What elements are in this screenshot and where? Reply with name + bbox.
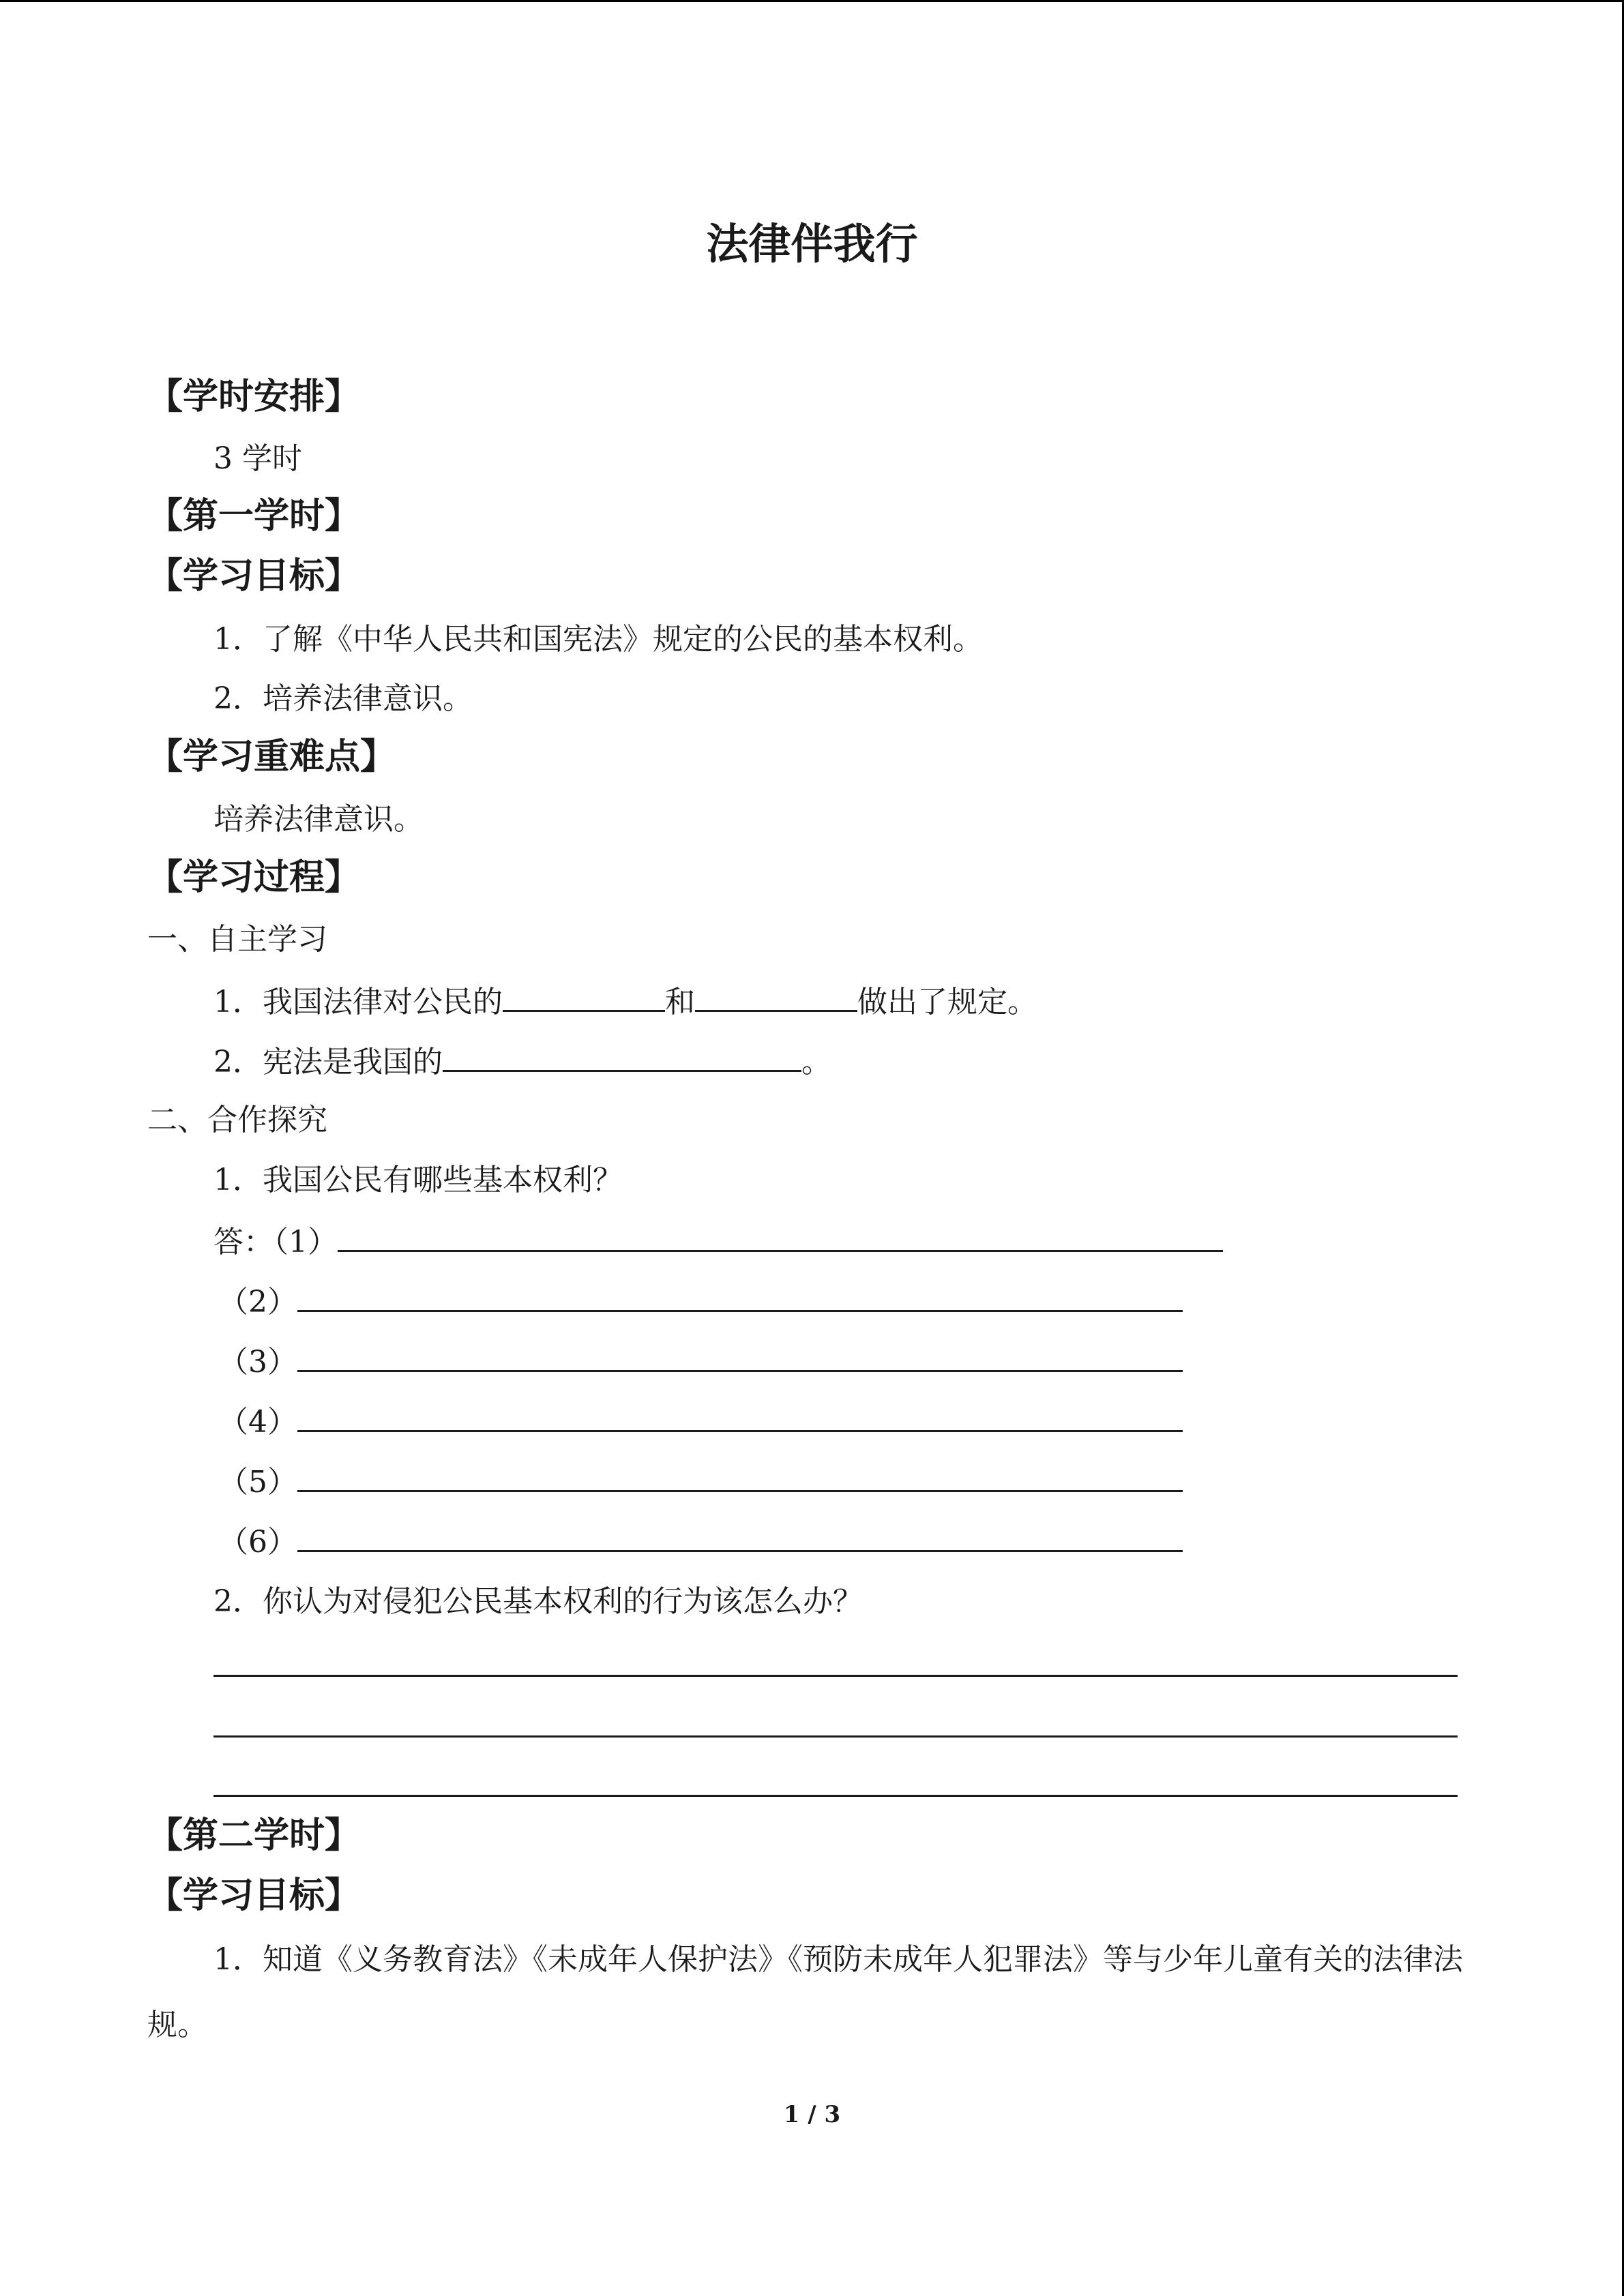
answer-blank[interactable] <box>297 1280 1183 1312</box>
writing-line-1[interactable] <box>213 1675 1458 1677</box>
page-number: 1 / 3 <box>783 2101 841 2128</box>
answer-item-label: （6） <box>218 1525 297 1560</box>
answer-item-label: （4） <box>218 1405 297 1440</box>
heading-process1: 【学习过程】 <box>147 857 361 898</box>
answer-line-4 <box>218 1400 1183 1443</box>
answer-item-label: （3） <box>218 1345 297 1380</box>
self-study-q1-text-c: 做出了规定。 <box>857 985 1037 1019</box>
self-study-q2-text-b: 。 <box>801 1045 831 1079</box>
page-border-top <box>0 0 1624 2</box>
heading-lesson2: 【第二学时】 <box>147 1815 361 1856</box>
fill-blank[interactable] <box>695 980 857 1012</box>
answer-blank[interactable] <box>297 1520 1183 1552</box>
schedule-text: 3 学时 <box>213 441 302 476</box>
page-title: 法律伴我行 <box>706 219 918 269</box>
answer-blank[interactable] <box>297 1340 1183 1372</box>
self-study-q1-text-b: 和 <box>665 985 695 1019</box>
answer-blank[interactable] <box>297 1400 1183 1432</box>
goal1-item-1: 1．了解《中华人民共和国宪法》规定的公民的基本权利。 <box>213 622 983 657</box>
writing-line-3[interactable] <box>213 1795 1458 1797</box>
answer-line-2 <box>218 1280 1183 1323</box>
answer-line-1 <box>213 1220 1223 1263</box>
heading-lesson1: 【第一学时】 <box>147 496 361 537</box>
answer-item-label: （2） <box>218 1285 297 1320</box>
answer-line-3 <box>218 1340 1183 1383</box>
heading-goals1: 【学习目标】 <box>147 556 361 597</box>
goal1-item-2: 2．培养法律意识。 <box>213 681 473 716</box>
goals2-text: 1．知道《义务教育法》《未成年人保护法》《预防未成年人犯罪法》等与少年儿童有关的法律法规。 <box>147 1942 1463 2042</box>
self-study-q2-text-a: 2．宪法是我国的 <box>213 1045 443 1079</box>
heading-goals2: 【学习目标】 <box>147 1875 361 1916</box>
cooperation-label: 二、合作探究 <box>147 1103 327 1137</box>
cooperation-q1: 1．我国公民有哪些基本权利？ <box>213 1163 623 1197</box>
answer-item-label: （5） <box>218 1465 297 1500</box>
self-study-label: 一、自主学习 <box>147 922 327 957</box>
fill-blank[interactable] <box>503 980 665 1012</box>
self-study-q1-text-a: 1．我国法律对公民的 <box>213 985 503 1019</box>
self-study-q1 <box>213 980 1037 1023</box>
heading-schedule: 【学时安排】 <box>147 376 361 417</box>
self-study-q2 <box>213 1040 831 1083</box>
answer-line-6 <box>218 1520 1183 1563</box>
cooperation-q2: 2．你认为对侵犯公民基本权利的行为该怎么办？ <box>213 1584 863 1619</box>
answer-blank[interactable] <box>338 1220 1223 1252</box>
fill-blank[interactable] <box>443 1040 801 1072</box>
answer-line-5 <box>218 1460 1183 1503</box>
keypoints1-text: 培养法律意识。 <box>213 802 424 837</box>
heading-keypoints1: 【学习重难点】 <box>147 736 396 777</box>
answer-blank[interactable] <box>297 1460 1183 1492</box>
answer-prefix: 答：（1） <box>213 1225 338 1259</box>
writing-line-2[interactable] <box>213 1735 1458 1738</box>
